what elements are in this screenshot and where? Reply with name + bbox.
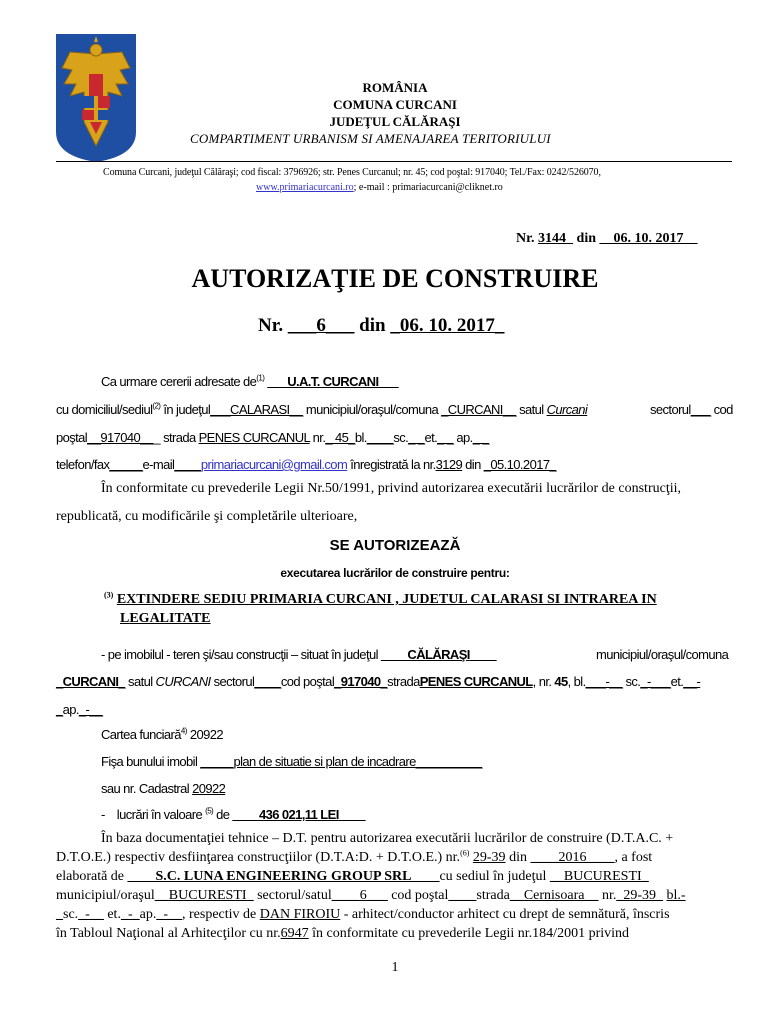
authorization-number: 6 (316, 315, 326, 336)
header-address: Comuna Curcani, judeţul Călăraşi; cod fiscal: 3796926; str. Penes Curcanul; nr. 45; cod poştal: 917040; Tel./Fax: 0242/526070, (103, 167, 601, 178)
works-line-2: LEGALITATE (120, 611, 211, 626)
se-autorizeaza-heading: SE AUTORIZEAZĂ (329, 537, 461, 554)
cadastral-number: sau nr. Cadastral 20922 (101, 781, 226, 796)
document-title: AUTORIZAŢIE DE CONSTRUIRE (191, 264, 599, 293)
location-line-3: _ap._-__ (56, 702, 103, 717)
website-link[interactable]: www.primariacurcani.ro (256, 182, 354, 193)
request-contact-line: telefon/fax_____e-mail____primariacurcani@gmail.com înregistrată la nr.3129 din _05.10.2017_ (56, 457, 557, 472)
authorization-number-line: Nr. ___6___ din _06. 10. 2017_ (258, 315, 505, 336)
doc-line-1: În baza documentaţiei tehnice – D.T. pentru autorizarea executării lucrărilor de construire (D.T.A.C. + (101, 831, 674, 846)
header-commune: COMUNA CURCANI (333, 97, 457, 112)
header-country: ROMÂNIA (362, 80, 428, 95)
doc-line-4: municipiul/oraşul__BUCURESTI_ sectorul/satul____6___ cod poştal____strada__Cernisoara__ nr._29-39_ bl.- (56, 888, 686, 903)
applicant-name: U.A.T. CURCANI (287, 374, 379, 389)
works-value: - lucrări în valoare $^{(5)}$ de ____436 021,11 LEI____ (101, 806, 366, 822)
location-line-2: _CURCANI_ satul CURCANI sectorul____cod poştal_917040_stradaPENES CURCANUL, nr. 45, bl.___-__ sc._-___et.__- (56, 674, 701, 689)
header-department: COMPARTIMENT URBANISM SI AMENAJAREA TERITORIULUI (190, 131, 551, 146)
header-contact (256, 182, 503, 193)
header-divider (56, 161, 732, 162)
registration-number: 3144 (538, 231, 567, 246)
law-text-2: republicată, cu modificările şi completările ulterioare, (56, 509, 358, 524)
request-address-line: poştal__917040___ strada PENES CURCANUL nr._ 45_bl.____sc._ _et._ _ ap._ _ (56, 430, 489, 445)
location-line-1: - pe imobilul - teren şi/sau construcţii – situat în judeţul ____CĂLĂRAŞI____ (101, 647, 497, 662)
registration-date: 06. 10. 2017 (613, 231, 684, 246)
location-commune-label: municipiul/oraşul/comuna (596, 647, 729, 662)
request-sector-cod: sectorul___ cod (650, 402, 733, 417)
doc-line-3: elaborată de ____S.C. LUNA ENGINEERING GROUP SRL____cu sediul în judeţul __BUCURESTI_ (56, 869, 649, 884)
authorization-date: 06. 10. 2017 (399, 315, 495, 336)
law-text-1: În conformitate cu prevederile Legii Nr.50/1991, privind autorizarea executării lucrărilor de construcţii, (101, 481, 681, 496)
executarea-subheading: executarea lucrărilor de construire pentru: (280, 566, 510, 580)
doc-line-6: în Tabloul Naţional al Arhitecţilor cu nr.6947 în conformitate cu prevederile Legii nr.184/2001 privind (56, 926, 630, 941)
request-applicant-line: Ca urmare cererii adresate $de^{(1)}$ ___U.A.T. CURCANI___ (101, 373, 399, 389)
works-line-1: $^{(3)}$ EXTINDERE SEDIU PRIMARIA CURCANI , JUDETUL CALARASI SI INTRAREA IN (104, 590, 657, 607)
request-domicile-line: cu domiciliul/sediul$^{(2)}$ în judeţul___CALARASI__ municipiul/oraşul/comuna _CURCANI__ satul Curcani (56, 401, 588, 417)
registration-line: Nr. 3144_ din __06. 10. 2017__ (516, 231, 698, 246)
doc-line-5: _sc._-__ et._-_ap._-__, respectiv de DAN FIROIU - arhitect/conductor arhitect cu drept de semnătură, înscris (56, 907, 670, 922)
header-email: ; e-mail : primariacurcani@cliknet.ro (353, 182, 503, 193)
cartea-funciara: Cartea funciară$^{4)}$ 20922 (101, 726, 223, 742)
doc-line-2: D.T.O.E.) respectiv desfiinţarea construcţiilor (D.T.A:D. + D.T.O.E.) nr.$^{(6)}$ 29-39 din ____2016____, a fost (56, 848, 653, 865)
fisa-bunului: Fişa bunului imobil _____plan de situatie si plan de incadrare__________ (101, 754, 483, 769)
email-link[interactable]: primariacurcani@gmail.com (200, 457, 348, 472)
header-county: JUDEŢUL CĂLĂRAŞI (329, 114, 461, 129)
page-number: 1 (391, 960, 399, 975)
romania-coat-of-arms-icon (56, 34, 136, 162)
